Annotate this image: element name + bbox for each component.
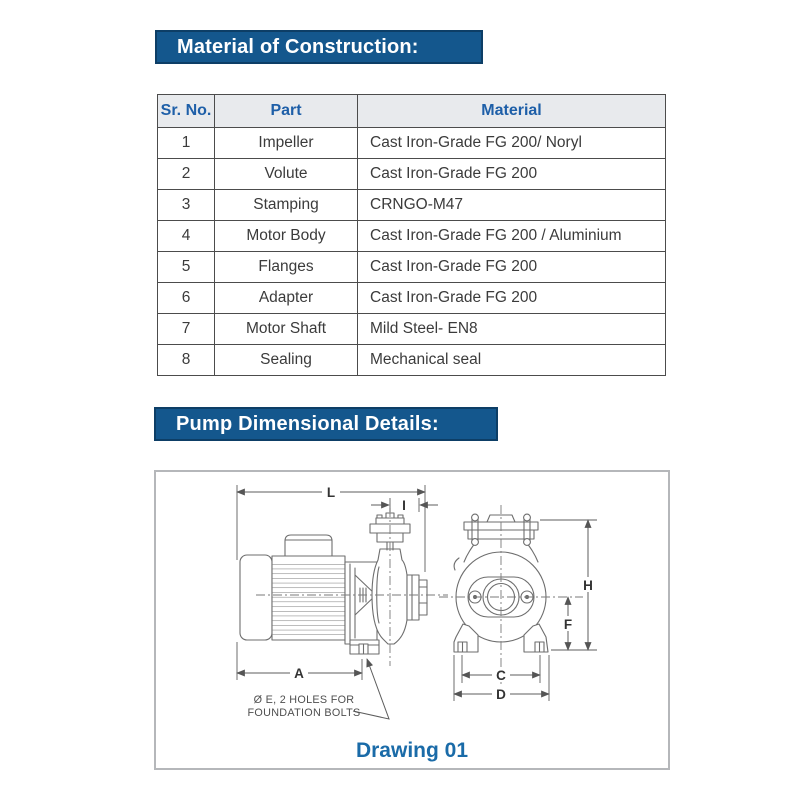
col-header-part: Part [215,95,358,128]
section-title-material [155,30,483,64]
cell-part: Stamping [215,190,358,221]
pump-drawing-svg [156,472,668,768]
table-row [158,128,666,159]
motor-rear-cover [240,555,272,640]
cell-part: Volute [215,159,358,190]
terminal-box [285,535,332,556]
cell-part: Sealing [215,345,358,376]
cell-sr: 5 [158,252,215,283]
dim-label-A: A [294,666,304,681]
cell-sr: 1 [158,128,215,159]
suction-flange [407,575,419,620]
table-row [158,345,666,376]
cell-sr: 4 [158,221,215,252]
pump-side-view [240,513,427,654]
motor-fins [272,564,345,635]
col-header-sr-no: Sr. No. [158,95,215,128]
material-of-construction-table [157,94,666,376]
pump-dimensional-drawing [154,470,670,770]
table-row [158,159,666,190]
cell-sr: 2 [158,159,215,190]
cell-material: Cast Iron-Grade FG 200 [358,283,666,314]
dim-label-H: H [583,578,593,593]
cell-sr: 3 [158,190,215,221]
dim-label-F: F [563,617,573,632]
dim-label-D: D [496,687,506,702]
col-header-material: Material [358,95,666,128]
cell-sr: 8 [158,345,215,376]
table-header-row [158,95,666,128]
cell-part: Motor Shaft [215,314,358,345]
foundation-note-line1: Ø E, 2 HOLES FOR [253,694,355,706]
drawing-caption: Drawing 01 [355,739,469,762]
cell-part: Motor Body [215,221,358,252]
dim-label-C: C [496,668,506,683]
section-title-material-text: Material of Construction: [177,35,419,58]
cell-material: Mild Steel- EN8 [358,314,666,345]
cell-part: Adapter [215,283,358,314]
table-row [158,252,666,283]
cell-sr: 7 [158,314,215,345]
foundation-note-line2: FOUNDATION BOLTS [247,707,361,719]
cell-material: Mechanical seal [358,345,666,376]
cell-material: Cast Iron-Grade FG 200 [358,252,666,283]
cell-part: Impeller [215,128,358,159]
cell-material: Cast Iron-Grade FG 200 / Aluminium [358,221,666,252]
cell-sr: 6 [158,283,215,314]
dim-label-L: L [326,485,336,500]
cell-material: CRNGO-M47 [358,190,666,221]
dim-label-I: I [402,498,406,513]
table-row [158,190,666,221]
cell-material: Cast Iron-Grade FG 200 [358,159,666,190]
table-row [158,221,666,252]
cell-part: Flanges [215,252,358,283]
cell-material: Cast Iron-Grade FG 200/ Noryl [358,128,666,159]
section-title-dimensional-text: Pump Dimensional Details: [176,412,439,435]
table-row [158,314,666,345]
section-title-dimensional [154,407,498,441]
table-row [158,283,666,314]
